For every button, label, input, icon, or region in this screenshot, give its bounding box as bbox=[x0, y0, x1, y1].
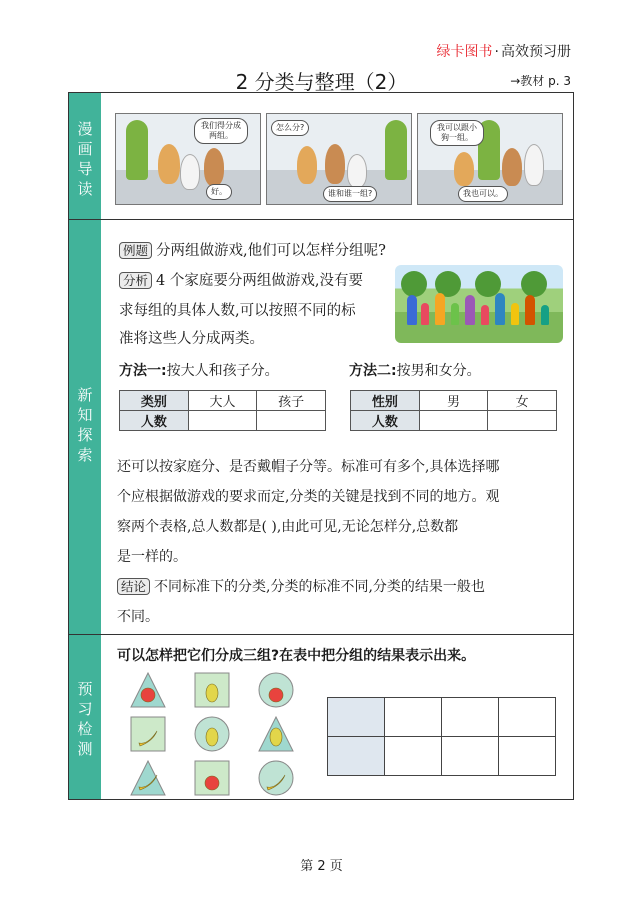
answer-cell[interactable] bbox=[419, 411, 488, 431]
pear-icon bbox=[206, 728, 218, 746]
check-question: 可以怎样把它们分成三组?在表中把分组的结果表示出来。 bbox=[117, 648, 476, 664]
conclusion-line: 不同。 bbox=[117, 609, 159, 625]
brand-series: 高效预习册 bbox=[501, 44, 571, 60]
pear-icon bbox=[206, 684, 218, 702]
example-tag: 例题 bbox=[119, 242, 152, 259]
table-header: 男 bbox=[419, 391, 488, 411]
table-header: 女 bbox=[488, 391, 557, 411]
answer-cell[interactable] bbox=[188, 411, 257, 431]
conclusion-line: 结论 不同标准下的分类,分类的标准不同,分类的结果一般也 bbox=[117, 577, 485, 597]
analysis-line: 准将这些人分成两类。 bbox=[119, 331, 264, 347]
table-row-label: 人数 bbox=[120, 411, 189, 431]
speech-bubble: 我们得分成两组。 bbox=[194, 118, 248, 144]
comic-panel-1 bbox=[115, 113, 261, 205]
section-divider bbox=[69, 219, 573, 220]
comic-panel-2 bbox=[266, 113, 412, 205]
monkey-illustration bbox=[297, 146, 317, 184]
method-1-heading: 方法一:按大人和孩子分。 bbox=[119, 363, 279, 379]
table-row-label: 人数 bbox=[351, 411, 420, 431]
paragraph-line-with-blank[interactable]: 察两个表格,总人数都是( ),由此可见,无论怎样分,总数都 bbox=[117, 519, 459, 535]
monkey-illustration bbox=[158, 144, 180, 184]
section-label-new: 新 知 探 索 bbox=[77, 386, 93, 464]
dog-illustration bbox=[502, 148, 522, 186]
triangle-apple-item bbox=[129, 671, 167, 709]
section-label-check: 预 习 检 测 bbox=[77, 680, 93, 758]
example-question: 例题 分两组做游戏,他们可以怎样分组呢? bbox=[119, 241, 386, 261]
method-1-table bbox=[119, 390, 326, 431]
paragraph-line: 个应根据做游戏的要求而定,分类的关键是找到不同的地方。观 bbox=[117, 489, 500, 505]
circle-banana-item bbox=[257, 759, 295, 797]
rabbit-illustration bbox=[347, 154, 367, 188]
section-label-comic: 漫 画 导 读 bbox=[77, 120, 93, 198]
square-shape bbox=[131, 717, 165, 751]
brand bbox=[437, 41, 571, 61]
answer-grid-cell[interactable] bbox=[442, 737, 499, 776]
square-banana-item bbox=[129, 715, 167, 753]
analysis-line: 求每组的具体人数,可以按照不同的标 bbox=[119, 303, 356, 319]
textbook-reference: →教材 p. 3 bbox=[510, 74, 571, 88]
table-header: 大人 bbox=[188, 391, 257, 411]
answer-cell[interactable] bbox=[488, 411, 557, 431]
apple-icon bbox=[141, 688, 155, 702]
circle-apple-item bbox=[257, 671, 295, 709]
square-apple-item bbox=[193, 759, 231, 797]
rabbit-illustration bbox=[524, 144, 544, 186]
answer-grid-cell[interactable] bbox=[328, 698, 385, 737]
answer-grid-cell[interactable] bbox=[385, 698, 442, 737]
circle-pear-item bbox=[193, 715, 231, 753]
paragraph-line: 还可以按家庭分、是否戴帽子分等。标准可有多个,具体选择哪 bbox=[117, 459, 500, 475]
answer-grid bbox=[327, 697, 556, 776]
circle-shape bbox=[259, 761, 293, 795]
table-header: 性别 bbox=[351, 391, 420, 411]
speech-bubble: 我也可以。 bbox=[458, 186, 508, 202]
apple-icon bbox=[269, 688, 283, 702]
lesson-frame bbox=[68, 92, 574, 800]
answer-grid-cell[interactable] bbox=[328, 737, 385, 776]
method-2-table bbox=[350, 390, 557, 431]
apple-icon bbox=[205, 776, 219, 790]
comic-strip bbox=[115, 113, 564, 205]
pear-icon bbox=[270, 728, 282, 746]
answer-grid-cell[interactable] bbox=[385, 737, 442, 776]
analysis-line: 分析 4 个家庭要分两组做游戏,没有要 bbox=[119, 271, 363, 291]
triangle-pear-item bbox=[257, 715, 295, 753]
page-number: 第 2 页 bbox=[300, 859, 343, 874]
speech-bubble: 谁和谁一组? bbox=[323, 186, 377, 202]
brand-name: 绿卡图书 bbox=[436, 44, 493, 60]
answer-grid-cell[interactable] bbox=[442, 698, 499, 737]
paragraph-line: 是一样的。 bbox=[117, 549, 187, 565]
triangle-shape bbox=[131, 761, 165, 795]
triangle-banana-item bbox=[129, 759, 167, 797]
dog-illustration bbox=[204, 148, 224, 186]
analysis-tag: 分析 bbox=[119, 272, 152, 289]
answer-cell[interactable] bbox=[257, 411, 326, 431]
speech-bubble: 怎么分? bbox=[271, 120, 309, 136]
conclusion-tag: 结论 bbox=[117, 578, 150, 595]
comic-panel-3 bbox=[417, 113, 563, 205]
section-divider bbox=[69, 634, 573, 635]
tree-illustration bbox=[385, 120, 407, 180]
monkey-illustration bbox=[454, 152, 474, 186]
answer-grid-cell[interactable] bbox=[499, 737, 556, 776]
table-header: 孩子 bbox=[257, 391, 326, 411]
speech-bubble: 好。 bbox=[206, 184, 232, 200]
table-header: 类别 bbox=[120, 391, 189, 411]
method-2-heading: 方法二:按男和女分。 bbox=[349, 363, 481, 379]
brand-separator: · bbox=[494, 44, 499, 60]
answer-grid-cell[interactable] bbox=[499, 698, 556, 737]
tree-illustration bbox=[126, 120, 148, 180]
page-title: 2 分类与整理（2） bbox=[235, 70, 408, 94]
rabbit-illustration bbox=[180, 154, 200, 190]
speech-bubble: 我可以跟小狗一组。 bbox=[430, 120, 484, 146]
families-photo bbox=[395, 265, 563, 343]
dog-illustration bbox=[325, 144, 345, 184]
square-pear-item bbox=[193, 671, 231, 709]
